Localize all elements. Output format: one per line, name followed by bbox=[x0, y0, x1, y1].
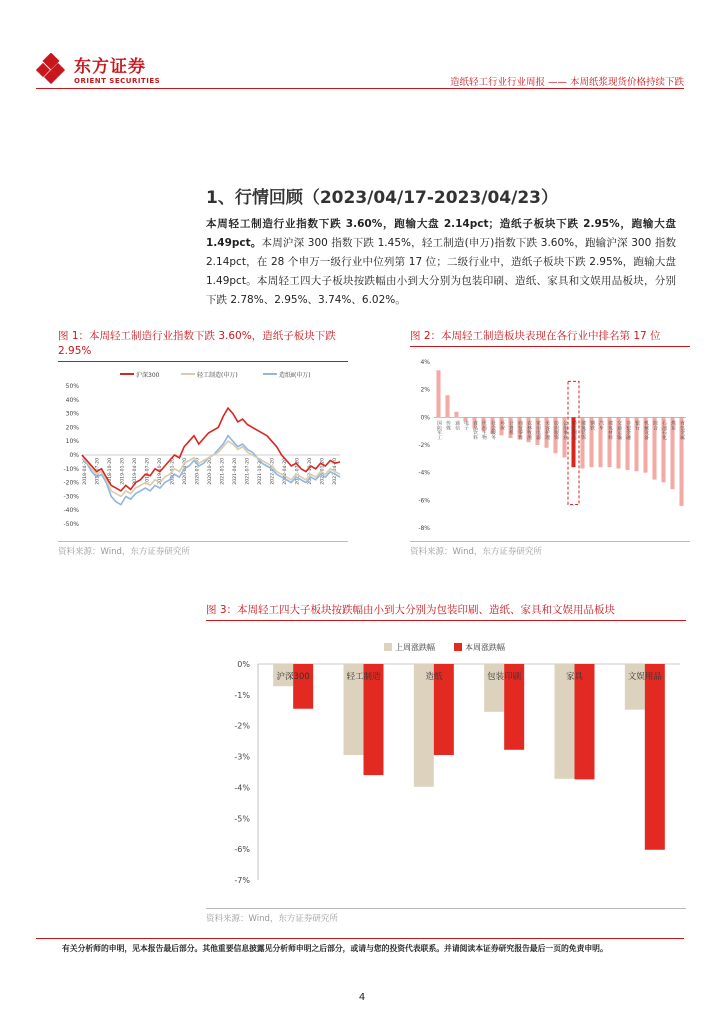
y-tick-label: -20% bbox=[63, 479, 79, 487]
y-tick-label: -2% bbox=[418, 442, 430, 449]
y-tick-label: -4% bbox=[418, 469, 430, 477]
figure2-bar-chart bbox=[410, 352, 690, 538]
figure2-rule bbox=[410, 346, 690, 347]
y-tick-label: -5% bbox=[234, 814, 250, 824]
x-tick-label: 2019-07-20 bbox=[145, 458, 151, 485]
intro-paragraph bbox=[206, 215, 676, 310]
category-label: 农林牧渔 bbox=[526, 420, 531, 440]
x-tick-label: 2019-04-20 bbox=[133, 458, 138, 485]
category-label: 美容护理 bbox=[544, 420, 549, 440]
category-label: 汽车 bbox=[598, 420, 603, 430]
bar-0 bbox=[436, 370, 440, 417]
y-tick-label: -6% bbox=[234, 845, 250, 855]
category-label: 社会服务 bbox=[490, 420, 495, 440]
category-label: 建筑装饰 bbox=[580, 420, 585, 440]
x-tick-label: 2020-01-20 bbox=[170, 458, 176, 485]
figure3-rule bbox=[206, 620, 686, 621]
category-label: 电子 bbox=[463, 420, 468, 430]
x-tick-label: 2019-10-20 bbox=[158, 458, 163, 485]
x-tick-label: 2020-07-20 bbox=[195, 458, 201, 485]
bar-0-2 bbox=[414, 664, 434, 787]
figure3-bar-chart bbox=[206, 634, 686, 908]
legend-label-1: 本周涨跌幅 bbox=[465, 643, 505, 652]
figure2-title: 图 2：本周轻工制造板块表现在各行业中排名第 17 位 bbox=[410, 330, 661, 342]
logo-en-text: ORIENT SECURITIES bbox=[74, 77, 161, 85]
category-label: 机械设备 bbox=[643, 420, 648, 440]
figure2-source: 资料来源：Wind，东方证券研究所 bbox=[410, 547, 542, 557]
page-number: 4 bbox=[358, 992, 366, 1003]
orient-logo-icon bbox=[36, 53, 68, 85]
legend-label-0: 沪深300 bbox=[136, 372, 160, 379]
category-label: 国防军工 bbox=[436, 420, 441, 440]
y-tick-label: 2% bbox=[420, 386, 430, 394]
category-label: 沪深300 bbox=[276, 672, 310, 682]
category-label: 计算机 bbox=[508, 420, 513, 435]
legend-label-1: 轻工制造(申万) bbox=[197, 372, 238, 379]
category-label: 非银金融 bbox=[625, 420, 630, 440]
x-tick-label: 2022-07-20 bbox=[295, 458, 301, 485]
legend-label-0: 上周涨跌幅 bbox=[395, 643, 435, 652]
category-label: 商贸零售 bbox=[517, 420, 522, 440]
x-tick-label: 2023-01-20 bbox=[320, 458, 326, 485]
x-tick-label: 2021-04-20 bbox=[233, 458, 238, 485]
category-label: 传媒 bbox=[445, 420, 450, 430]
legend-swatch-0 bbox=[384, 643, 392, 651]
y-tick-label: -50% bbox=[63, 521, 79, 528]
category-label: 医药生物 bbox=[481, 420, 486, 440]
category-label: 钢铁 bbox=[589, 420, 594, 430]
x-tick-label: 2023-04-20 bbox=[333, 458, 338, 485]
x-tick-label: 2019-01-20 bbox=[120, 458, 126, 485]
figure1-line-chart bbox=[58, 364, 348, 538]
category-label: 建筑材料 bbox=[607, 420, 612, 440]
category-label: 通信 bbox=[454, 420, 459, 430]
category-label: 有色金属 bbox=[679, 420, 684, 440]
figure3-source-rule bbox=[206, 908, 686, 909]
category-label: 公用事业 bbox=[562, 420, 567, 440]
y-tick-label: -30% bbox=[63, 493, 79, 501]
footer-disclaimer: 有关分析师的申明，见本报告最后部分。其他重要信息披露见分析师申明之后部分，或请与您的投资代表联系。并请阅读本证券研究报告最后一页的免责申明。 bbox=[62, 944, 608, 953]
company-logo bbox=[36, 52, 160, 85]
header-divider bbox=[36, 88, 684, 89]
y-tick-label: -1% bbox=[234, 690, 250, 700]
category-label: 煤炭 bbox=[670, 420, 675, 430]
logo-cn-text: 东方证券 bbox=[74, 57, 146, 77]
y-tick-label: 20% bbox=[65, 424, 79, 432]
y-tick-label: 4% bbox=[420, 359, 430, 366]
x-tick-label: 2020-04-20 bbox=[183, 458, 188, 485]
y-tick-label: -10% bbox=[63, 465, 79, 473]
y-tick-label: 0% bbox=[237, 660, 250, 669]
y-tick-label: -4% bbox=[234, 783, 250, 793]
y-tick-label: 40% bbox=[65, 396, 79, 404]
intro-text: 本周沪深 300 指数下跌 1.45%，轻工制造(申万)指数下跌 3.60%，跑输沪深 300 指数 2.14pct，在 28 个申万一级行业中位列第 17 位；二级行业中，造纸子板块下跌 2.95%，跑输大盘 1.49pct。本周轻工四大子板块按跌幅由小到大分别为包装印刷、造纸、家具和文娱用品板块，分别下跌 2.78%、2.95%、3.74%、6.02%。 bbox=[206, 237, 677, 306]
category-label: 交通运输 bbox=[616, 420, 621, 440]
category-label: 轻工制造 bbox=[571, 420, 576, 440]
y-tick-label: -40% bbox=[63, 507, 79, 515]
figure3-title: 图 3：本周轻工四大子板块按跌幅由小到大分别为包装印刷、造纸、家具和文娱用品板块 bbox=[206, 604, 616, 616]
section-title: 1、行情回顾（2023/04/17-2023/04/23） bbox=[206, 188, 558, 208]
bar-1-0 bbox=[293, 664, 313, 709]
y-tick-label: -8% bbox=[418, 525, 430, 532]
figure3-source: 资料来源：Wind，东方证券研究所 bbox=[206, 914, 338, 924]
x-tick-label: 2022-10-20 bbox=[308, 458, 313, 485]
y-tick-label: 10% bbox=[65, 438, 79, 446]
legend-label-2: 造纸Ⅱ(申万) bbox=[279, 372, 311, 379]
bar-1 bbox=[445, 395, 449, 417]
bar-1-5 bbox=[645, 664, 665, 850]
footer-divider bbox=[36, 938, 684, 939]
x-tick-label: 2021-10-20 bbox=[258, 458, 263, 485]
figure1-source: 资料来源：Wind，东方证券研究所 bbox=[58, 547, 190, 557]
category-label: 家具 bbox=[565, 672, 584, 682]
category-label: 家用电器 bbox=[535, 420, 540, 440]
category-label: 造纸 bbox=[425, 672, 443, 682]
y-tick-label: -2% bbox=[234, 721, 250, 731]
intro-bold-text: 本周轻工制造行业指数下跌 3.60%，跑输大盘 2.14pct；造纸子板块下跌 2.95%，跑输大盘 1.49pct。 bbox=[206, 218, 676, 249]
y-tick-label: -3% bbox=[234, 752, 250, 762]
report-title: 造纸轻工行业行业周报 —— 本周纸浆现货价格持续下跌 bbox=[449, 77, 684, 88]
y-tick-label: 30% bbox=[65, 410, 79, 418]
x-tick-label: 2021-07-20 bbox=[245, 458, 251, 485]
category-label: 纺织服饰 bbox=[553, 420, 558, 440]
y-tick-label: 50% bbox=[65, 383, 79, 390]
category-label: 石油石化 bbox=[661, 420, 666, 440]
figure1-source-rule bbox=[58, 541, 348, 542]
legend-swatch-1 bbox=[454, 643, 462, 651]
category-label: 轻工制造 bbox=[346, 672, 381, 682]
x-tick-label: 2020-10-20 bbox=[208, 458, 213, 485]
y-tick-label: -6% bbox=[418, 497, 430, 505]
bar-0-5 bbox=[625, 664, 645, 710]
x-tick-label: 2018-04-20 bbox=[83, 458, 88, 485]
y-tick-label: -7% bbox=[234, 876, 250, 885]
figure2-source-rule bbox=[410, 541, 690, 542]
category-label: 包装印刷 bbox=[487, 672, 522, 682]
x-tick-label: 2021-01-20 bbox=[220, 458, 226, 485]
x-tick-label: 2022-04-20 bbox=[283, 458, 288, 485]
x-tick-label: 2022-01-20 bbox=[270, 458, 276, 485]
x-tick-label: 2018-10-20 bbox=[108, 458, 113, 485]
x-tick-label: 2018-07-20 bbox=[95, 458, 101, 485]
figure1-rule bbox=[58, 361, 348, 362]
category-label: 环保 bbox=[499, 420, 504, 430]
y-tick-label: 0% bbox=[420, 414, 430, 422]
figure1-title: 图 1：本周轻工制造行业指数下跌 3.60%，造纸子板块下跌 2.95% bbox=[58, 330, 336, 357]
category-label: 文娱用品 bbox=[627, 672, 662, 682]
category-label: 银行 bbox=[634, 420, 639, 430]
category-label: 食品饮料 bbox=[472, 420, 477, 440]
y-tick-label: 0% bbox=[69, 452, 79, 459]
bar-2 bbox=[454, 412, 458, 418]
category-label: 综合 bbox=[652, 420, 657, 430]
